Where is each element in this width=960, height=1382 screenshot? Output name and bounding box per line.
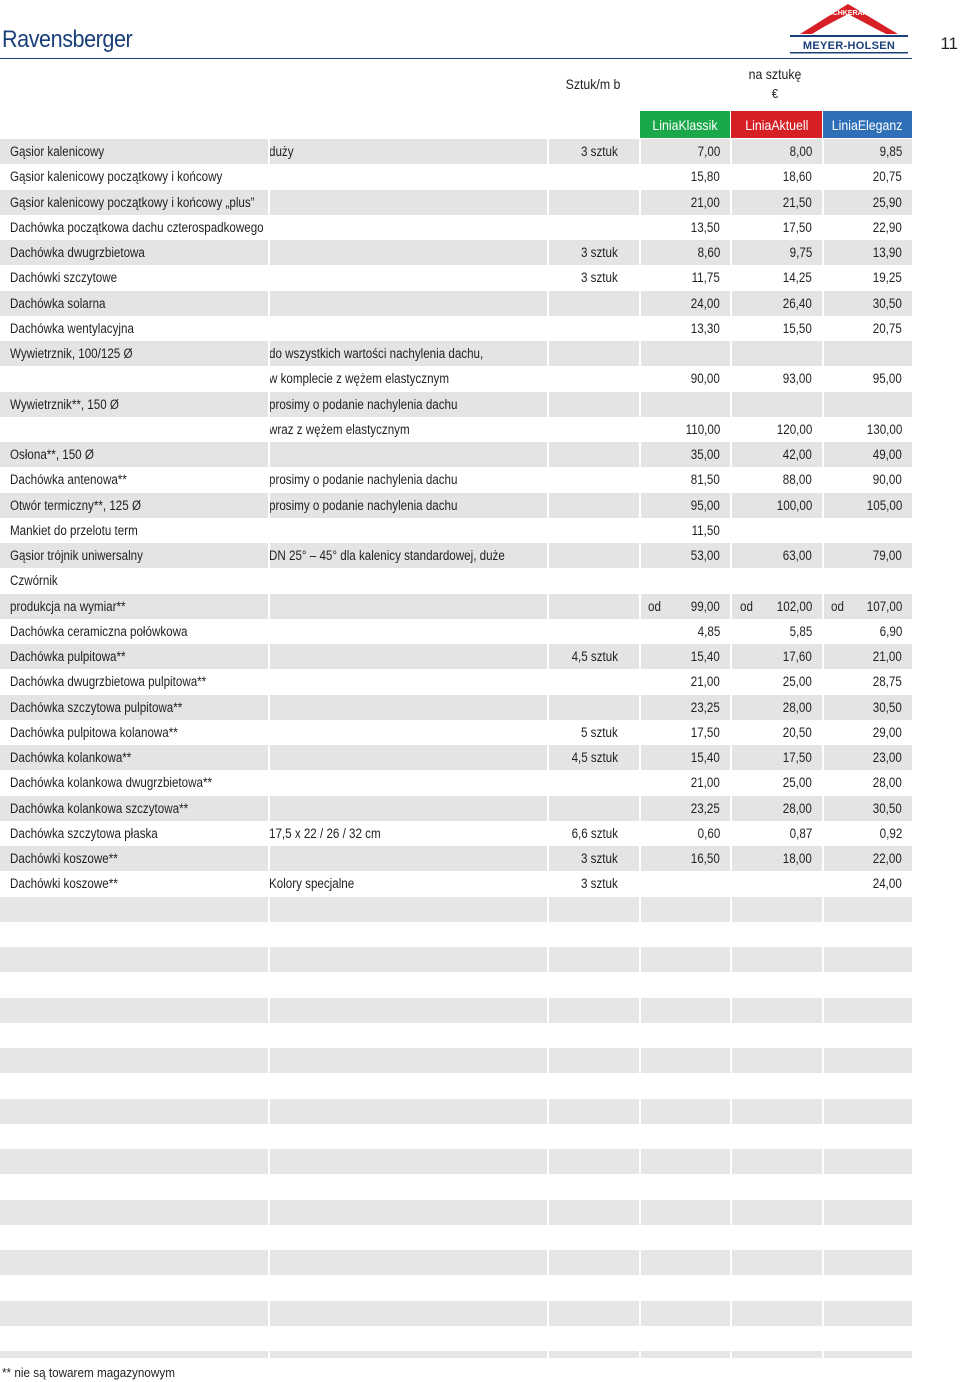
table-row: [0, 669, 912, 694]
price-eleganz: 29,00: [872, 724, 902, 740]
table-row: [0, 316, 912, 341]
price-aktuell: 0,87: [789, 825, 812, 841]
table-row: [0, 594, 912, 619]
price-eleganz: 49,00: [872, 447, 902, 462]
column-header-per-piece: na sztukę: [748, 66, 802, 82]
product-name: Dachówka ceramiczna połówkowa: [10, 623, 188, 639]
table-row: [0, 291, 912, 316]
footnote: ** nie są towarem magazynowym: [2, 1365, 175, 1380]
price-eleganz: 107,00: [866, 598, 902, 614]
product-name: Dachówka początkowa dachu czterospadkowego: [10, 219, 264, 235]
product-description: [269, 164, 549, 189]
product-description: [269, 265, 549, 290]
product-description: [269, 442, 549, 467]
price-klassik: 21,00: [690, 194, 720, 210]
price-aktuell: [731, 871, 812, 896]
unit-quantity: [548, 190, 618, 215]
product-name: Dachówka kolankowa**: [10, 750, 132, 765]
table-row: [0, 720, 912, 745]
unit-quantity: [548, 164, 618, 189]
price-klassik: 21,00: [690, 775, 720, 791]
unit-quantity: 6,6 sztuk: [571, 825, 618, 841]
price-eleganz: 79,00: [872, 548, 902, 563]
unit-quantity: [548, 518, 618, 543]
price-klassik: [640, 871, 720, 896]
price-aktuell: 9,75: [789, 245, 812, 260]
price-eleganz: 13,90: [872, 245, 902, 260]
empty-row: [0, 972, 912, 997]
product-description: do wszystkich wartości nachylenia dachu,: [269, 346, 484, 361]
empty-row: [0, 1048, 912, 1073]
product-name: Dachówka szczytowa pulpitowa**: [10, 699, 183, 715]
price-klassik: 21,00: [690, 674, 720, 690]
product-description: [269, 669, 549, 694]
empty-row: [0, 947, 912, 972]
unit-quantity: [548, 215, 618, 240]
price-aktuell: 18,00: [782, 851, 812, 866]
line-header-klassik: LiniaKlassik: [640, 111, 730, 138]
product-name: Dachówki szczytowe: [10, 270, 118, 286]
unit-quantity: 5 sztuk: [581, 724, 618, 740]
table-row: [0, 846, 912, 871]
unit-quantity: [548, 417, 618, 442]
product-description: [269, 619, 549, 644]
product-name: Dachówka pulpitowa**: [10, 649, 126, 664]
price-klassik: [640, 341, 720, 366]
price-klassik: 0,60: [697, 825, 720, 841]
product-description: [269, 745, 549, 770]
price-eleganz: 19,25: [872, 270, 902, 286]
price-eleganz: 9,85: [879, 144, 902, 159]
price-klassik: 17,50: [690, 724, 720, 740]
price-klassik: 53,00: [690, 548, 720, 563]
price-eleganz: [823, 568, 902, 593]
product-name: Gąsior kalenicowy początkowy i końcowy „plus”: [10, 194, 255, 210]
table-row: [0, 493, 912, 518]
column-header-unit: Sztuk/m b: [565, 76, 621, 92]
price-aktuell: 28,00: [782, 800, 812, 816]
product-description: [269, 846, 549, 871]
line-header-eleganz: LiniaEleganz: [823, 111, 912, 138]
price-prefix-od: od: [648, 598, 661, 614]
product-description: [269, 291, 549, 316]
column-divider: [822, 139, 824, 1360]
product-name: Dachówka dwugrzbietowa pulpitowa**: [10, 674, 207, 690]
empty-row: [0, 1099, 912, 1124]
table-row: [0, 341, 912, 366]
unit-quantity: 3 sztuk: [581, 876, 618, 892]
product-name: produkcja na wymiar**: [10, 598, 126, 614]
price-eleganz: 90,00: [872, 472, 902, 488]
empty-row: [0, 1250, 912, 1275]
unit-quantity: [548, 341, 618, 366]
price-eleganz: 105,00: [866, 497, 902, 513]
unit-quantity: [548, 796, 618, 821]
column-divider: [730, 139, 732, 1360]
price-aktuell: 88,00: [782, 472, 812, 488]
price-klassik: 81,50: [690, 472, 720, 488]
price-aktuell: 100,00: [776, 497, 812, 513]
product-description: wraz z wężem elastycznym: [269, 421, 410, 437]
product-name: Dachówka kolankowa szczytowa**: [10, 800, 189, 816]
product-description: [269, 568, 549, 593]
meyer-holsen-logo: [786, 2, 912, 54]
unit-quantity: [548, 770, 618, 795]
price-aktuell: 15,50: [782, 320, 812, 336]
page-title: Ravensberger: [2, 26, 133, 53]
price-aktuell: 102,00: [776, 598, 812, 614]
logo-brand-text: DACHKERAMIK: [822, 10, 876, 17]
empty-row: [0, 1149, 912, 1174]
product-name: Dachówka kolankowa dwugrzbietowa**: [10, 775, 213, 791]
price-aktuell: 28,00: [782, 699, 812, 715]
price-klassik: 16,50: [690, 851, 720, 866]
table-row: [0, 745, 912, 770]
unit-quantity: [548, 291, 618, 316]
empty-row: [0, 1326, 912, 1351]
table-row: [0, 695, 912, 720]
product-description: [269, 644, 549, 669]
product-description: [269, 594, 549, 619]
price-eleganz: 28,00: [872, 775, 902, 791]
logo-name-text: MEYER-HOLSEN: [802, 40, 896, 52]
price-aktuell: [731, 518, 812, 543]
price-aktuell: 42,00: [782, 447, 812, 462]
product-description: prosimy o podanie nachylenia dachu: [269, 497, 458, 513]
unit-quantity: 3 sztuk: [581, 851, 618, 866]
price-aktuell: 18,60: [782, 169, 812, 185]
table-row: [0, 240, 912, 265]
price-eleganz: 20,75: [872, 320, 902, 336]
price-aktuell: 8,00: [789, 144, 812, 159]
empty-row: [0, 998, 912, 1023]
empty-row: [0, 897, 912, 922]
product-name: [10, 366, 270, 391]
product-description: [269, 518, 549, 543]
price-klassik: 8,60: [697, 245, 720, 260]
product-name: Dachówki koszowe**: [10, 851, 118, 866]
empty-row: [0, 1351, 912, 1358]
price-eleganz: 23,00: [872, 750, 902, 765]
empty-row: [0, 1200, 912, 1225]
product-description: 17,5 x 22 / 26 / 32 cm: [269, 825, 381, 841]
empty-row: [0, 1174, 912, 1199]
product-name: Gąsior kalenicowy: [10, 144, 105, 159]
product-name: Gąsior kalenicowy początkowy i końcowy: [10, 169, 223, 185]
price-klassik: [640, 568, 720, 593]
product-description: [269, 240, 549, 265]
price-klassik: 15,80: [690, 169, 720, 185]
price-eleganz: 130,00: [866, 421, 902, 437]
unit-quantity: [548, 467, 618, 492]
product-name: Mankiet do przelotu term: [10, 522, 138, 538]
price-klassik: 110,00: [685, 421, 720, 437]
price-klassik: 13,30: [690, 320, 720, 336]
table-row: [0, 392, 912, 417]
product-description: [269, 215, 549, 240]
unit-quantity: [548, 493, 618, 518]
column-divider: [547, 139, 549, 1360]
unit-quantity: [548, 316, 618, 341]
price-eleganz: [823, 341, 902, 366]
price-klassik: [640, 392, 720, 417]
unit-quantity: [548, 594, 618, 619]
table-row: [0, 543, 912, 568]
unit-quantity: [548, 543, 618, 568]
price-klassik: 23,25: [690, 800, 720, 816]
unit-quantity: [548, 366, 618, 391]
table-row: [0, 770, 912, 795]
price-klassik: 90,00: [690, 371, 720, 387]
price-eleganz: 22,00: [872, 851, 902, 866]
price-klassik: 4,85: [697, 623, 720, 639]
table-row: [0, 796, 912, 821]
product-name: Dachówka pulpitowa kolanowa**: [10, 724, 178, 740]
table-row: [0, 215, 912, 240]
price-prefix-od: od: [740, 598, 753, 614]
page-number: 11: [940, 34, 958, 53]
price-klassik: 13,50: [690, 219, 720, 235]
product-description: w komplecie z wężem elastycznym: [269, 371, 450, 387]
product-name: Dachówka dwugrzbietowa: [10, 245, 145, 260]
unit-quantity: [548, 442, 618, 467]
price-klassik: 7,00: [697, 144, 720, 159]
empty-row: [0, 1023, 912, 1048]
price-eleganz: [823, 392, 902, 417]
table-row: [0, 417, 912, 442]
price-aktuell: 63,00: [782, 548, 812, 563]
product-name: Dachówki koszowe**: [10, 876, 118, 892]
table-row: [0, 619, 912, 644]
price-aktuell: 120,00: [776, 421, 812, 437]
product-name: [10, 417, 270, 442]
price-aktuell: 25,00: [782, 674, 812, 690]
price-aktuell: 20,50: [782, 724, 812, 740]
table-row: [0, 821, 912, 846]
price-klassik: 24,00: [690, 295, 720, 311]
product-name: Dachówka solarna: [10, 295, 106, 311]
price-klassik: 99,00: [690, 598, 720, 614]
product-name: Czwórnik: [10, 573, 58, 589]
empty-row: [0, 1301, 912, 1326]
table-row: [0, 568, 912, 593]
column-divider: [639, 139, 641, 1360]
price-aktuell: 17,50: [782, 750, 812, 765]
price-eleganz: 22,90: [872, 219, 902, 235]
empty-row: [0, 922, 912, 947]
product-name: Wywietrznik**, 150 Ø: [10, 396, 119, 412]
unit-quantity: 3 sztuk: [581, 144, 618, 159]
table-row: [0, 139, 912, 164]
table-row: [0, 871, 912, 896]
column-header-currency: €: [771, 86, 779, 101]
price-aktuell: 93,00: [782, 371, 812, 387]
product-name: Osłona**, 150 Ø: [10, 447, 94, 462]
price-klassik: 35,00: [690, 447, 720, 462]
price-klassik: 95,00: [690, 497, 720, 513]
price-eleganz: 25,90: [872, 194, 902, 210]
unit-quantity: [548, 568, 618, 593]
product-description: prosimy o podanie nachylenia dachu: [269, 472, 458, 488]
product-description: prosimy o podanie nachylenia dachu: [269, 396, 458, 412]
price-aktuell: 25,00: [782, 775, 812, 791]
price-aktuell: 17,60: [782, 649, 812, 664]
unit-quantity: 4,5 sztuk: [571, 649, 618, 664]
empty-row: [0, 1073, 912, 1098]
product-description: [269, 190, 549, 215]
product-description: [269, 720, 549, 745]
product-name: Gąsior trójnik uniwersalny: [10, 548, 143, 563]
product-name: Wywietrznik, 100/125 Ø: [10, 346, 133, 361]
price-eleganz: 6,90: [879, 623, 902, 639]
price-aktuell: 5,85: [789, 623, 812, 639]
price-eleganz: 21,00: [872, 649, 902, 664]
table-row: [0, 366, 912, 391]
product-name: Dachówka szczytowa płaska: [10, 825, 158, 841]
empty-row: [0, 1225, 912, 1250]
price-klassik: 11,75: [691, 270, 720, 286]
product-description: duży: [269, 144, 294, 159]
price-klassik: 23,25: [690, 699, 720, 715]
unit-quantity: [548, 669, 618, 694]
price-prefix-od: od: [831, 598, 844, 614]
empty-row: [0, 1275, 912, 1300]
product-name: Otwór termiczny**, 125 Ø: [10, 497, 141, 513]
unit-quantity: 4,5 sztuk: [571, 750, 618, 765]
unit-quantity: 3 sztuk: [581, 245, 618, 260]
price-eleganz: 28,75: [872, 674, 902, 690]
product-name: Dachówka antenowa**: [10, 472, 127, 488]
empty-row: [0, 1124, 912, 1149]
product-description: [269, 316, 549, 341]
table-row: [0, 164, 912, 189]
price-eleganz: 30,50: [872, 295, 902, 311]
title-divider: [0, 58, 912, 59]
price-klassik: 15,40: [690, 750, 720, 765]
product-description: [269, 770, 549, 795]
table-row: [0, 265, 912, 290]
table-row: [0, 442, 912, 467]
price-eleganz: 30,50: [872, 699, 902, 715]
table-row: [0, 518, 912, 543]
table-row: [0, 467, 912, 492]
product-description: [269, 695, 549, 720]
price-eleganz: 95,00: [872, 371, 902, 387]
table-row: [0, 190, 912, 215]
price-klassik: 15,40: [690, 649, 720, 664]
price-klassik: 11,50: [691, 522, 720, 538]
price-aktuell: [731, 568, 812, 593]
price-aktuell: 21,50: [782, 194, 812, 210]
price-eleganz: [823, 518, 902, 543]
price-aktuell: 14,25: [782, 270, 812, 286]
price-aktuell: [731, 341, 812, 366]
unit-quantity: [548, 619, 618, 644]
unit-quantity: [548, 695, 618, 720]
price-aktuell: 17,50: [782, 219, 812, 235]
product-name: Dachówka wentylacyjna: [10, 320, 134, 336]
unit-quantity: 3 sztuk: [581, 270, 618, 286]
unit-quantity: [548, 392, 618, 417]
price-aktuell: 26,40: [782, 295, 812, 311]
price-eleganz: 30,50: [872, 800, 902, 816]
table-row: [0, 644, 912, 669]
price-aktuell: [731, 392, 812, 417]
product-description: [269, 796, 549, 821]
line-header-aktuell: LiniaAktuell: [731, 111, 822, 138]
product-description: Kolory specjalne: [269, 876, 355, 892]
price-eleganz: 24,00: [872, 876, 902, 892]
product-description: DN 25° – 45° dla kalenicy standardowej, duże: [269, 548, 505, 563]
price-eleganz: 0,92: [879, 825, 902, 841]
price-eleganz: 20,75: [872, 169, 902, 185]
column-divider: [268, 139, 270, 1360]
